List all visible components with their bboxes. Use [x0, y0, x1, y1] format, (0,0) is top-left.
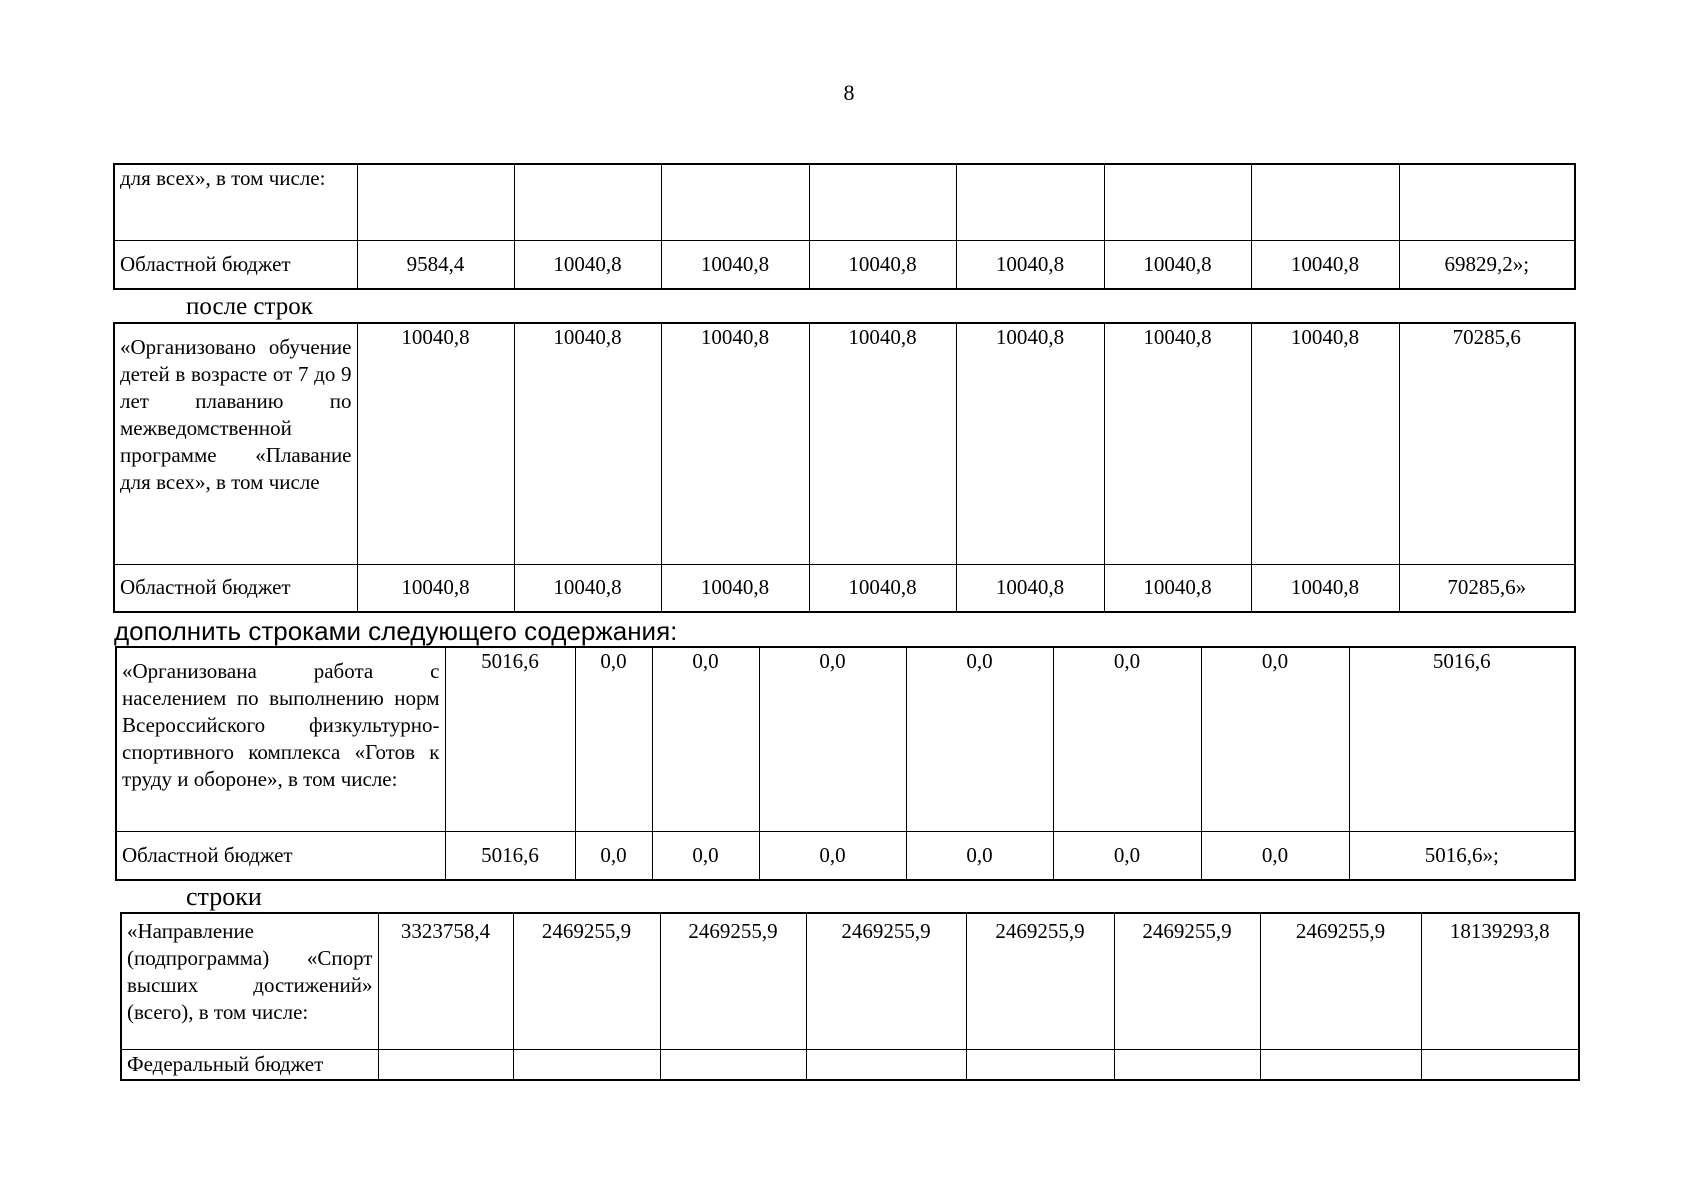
cell-value: 5016,6	[1349, 647, 1575, 831]
cell-value: 0,0	[652, 647, 759, 831]
cell-value: 18139293,8	[1421, 913, 1579, 1049]
cell-value: 0,0	[906, 647, 1053, 831]
page-number: 8	[843, 80, 855, 105]
cell-value: 70285,6»	[1399, 564, 1575, 612]
cell-value: 2469255,9	[1260, 913, 1421, 1049]
row-label: Областной бюджет	[114, 240, 357, 289]
cell-value	[378, 1049, 513, 1080]
cell-value: 10040,8	[1251, 240, 1399, 289]
cell-value: 2469255,9	[806, 913, 966, 1049]
cell-value: 0,0	[575, 831, 652, 880]
cell-value	[806, 1049, 966, 1080]
cell-value: 5016,6»;	[1349, 831, 1575, 880]
cell-value: 10040,8	[809, 323, 956, 564]
cell-value	[809, 164, 956, 240]
table-row	[114, 240, 1575, 289]
cell-value: 10040,8	[357, 564, 514, 612]
cell-value: 10040,8	[514, 564, 661, 612]
table-row	[116, 647, 1575, 831]
cell-value	[956, 164, 1104, 240]
cell-value: 3323758,4	[378, 913, 513, 1049]
cell-value	[1260, 1049, 1421, 1080]
table-row	[116, 831, 1575, 880]
cell-value	[1251, 164, 1399, 240]
cell-value: 5016,6	[445, 647, 575, 831]
section-heading-rows: строки	[186, 882, 262, 911]
row-label: «Направление (подпрограмма) «Спорт высших достижений» (всего), в том числе:	[121, 913, 378, 1049]
cell-value	[1104, 164, 1251, 240]
cell-value: 0,0	[1053, 647, 1201, 831]
cell-value: 10040,8	[956, 564, 1104, 612]
row-label: Областной бюджет	[116, 831, 445, 880]
table-row	[121, 913, 1579, 1049]
section-heading-after-rows: после строк	[186, 293, 313, 320]
cell-value: 10040,8	[661, 323, 809, 564]
row-label: «Организовано обучение детей в возрасте от 7 до 9 лет плаванию по межведомственной программе «Плавание для всех», в том числе	[114, 323, 357, 564]
cell-value	[513, 1049, 660, 1080]
cell-value	[1114, 1049, 1260, 1080]
cell-value	[660, 1049, 806, 1080]
cell-value: 10040,8	[661, 240, 809, 289]
cell-value: 9584,4	[357, 240, 514, 289]
table-row	[114, 323, 1575, 564]
row-label: Областной бюджет	[114, 564, 357, 612]
row-label: Федеральный бюджет	[121, 1049, 378, 1080]
cell-value: 2469255,9	[513, 913, 660, 1049]
cell-value	[966, 1049, 1114, 1080]
cell-value: 10040,8	[809, 240, 956, 289]
cell-value: 10040,8	[514, 323, 661, 564]
cell-value: 69829,2»;	[1399, 240, 1575, 289]
cell-value	[1421, 1049, 1579, 1080]
high-performance-sport-table	[120, 912, 1580, 1081]
cell-value: 10040,8	[1251, 323, 1399, 564]
cell-value: 10040,8	[514, 240, 661, 289]
cell-value: 2469255,9	[660, 913, 806, 1049]
cell-value: 10040,8	[956, 323, 1104, 564]
row-label: для всех», в том числе:	[114, 164, 357, 240]
cell-value: 0,0	[1053, 831, 1201, 880]
cell-value: 0,0	[1201, 831, 1349, 880]
row-label: «Организована работа с населением по выполнению норм Всероссийского физкультурно-спортивного комплекса «Готов к труду и обороне», в том числе:	[116, 647, 445, 831]
cell-value	[357, 164, 514, 240]
cell-value	[1399, 164, 1575, 240]
cell-value: 0,0	[759, 647, 906, 831]
cell-value	[514, 164, 661, 240]
cell-value: 70285,6	[1399, 323, 1575, 564]
cell-value: 0,0	[759, 831, 906, 880]
cell-value: 5016,6	[445, 831, 575, 880]
cell-value: 10040,8	[1104, 323, 1251, 564]
cell-value: 0,0	[906, 831, 1053, 880]
cell-value: 2469255,9	[966, 913, 1114, 1049]
table-row	[114, 164, 1575, 240]
section-heading-add-rows: дополнить строками следующего содержания:	[114, 616, 678, 646]
cell-value	[661, 164, 809, 240]
gto-complex-table	[115, 646, 1576, 881]
cell-value: 10040,8	[1104, 564, 1251, 612]
cell-value: 0,0	[575, 647, 652, 831]
cell-value: 10040,8	[1251, 564, 1399, 612]
cell-value: 10040,8	[1104, 240, 1251, 289]
cell-value: 10040,8	[809, 564, 956, 612]
budget-table-continuation	[113, 163, 1576, 290]
swimming-program-table	[113, 322, 1576, 613]
cell-value: 2469255,9	[1114, 913, 1260, 1049]
cell-value: 0,0	[1201, 647, 1349, 831]
cell-value: 10040,8	[956, 240, 1104, 289]
cell-value: 10040,8	[661, 564, 809, 612]
table-row	[114, 564, 1575, 612]
table-row	[121, 1049, 1579, 1080]
cell-value: 0,0	[652, 831, 759, 880]
cell-value: 10040,8	[357, 323, 514, 564]
